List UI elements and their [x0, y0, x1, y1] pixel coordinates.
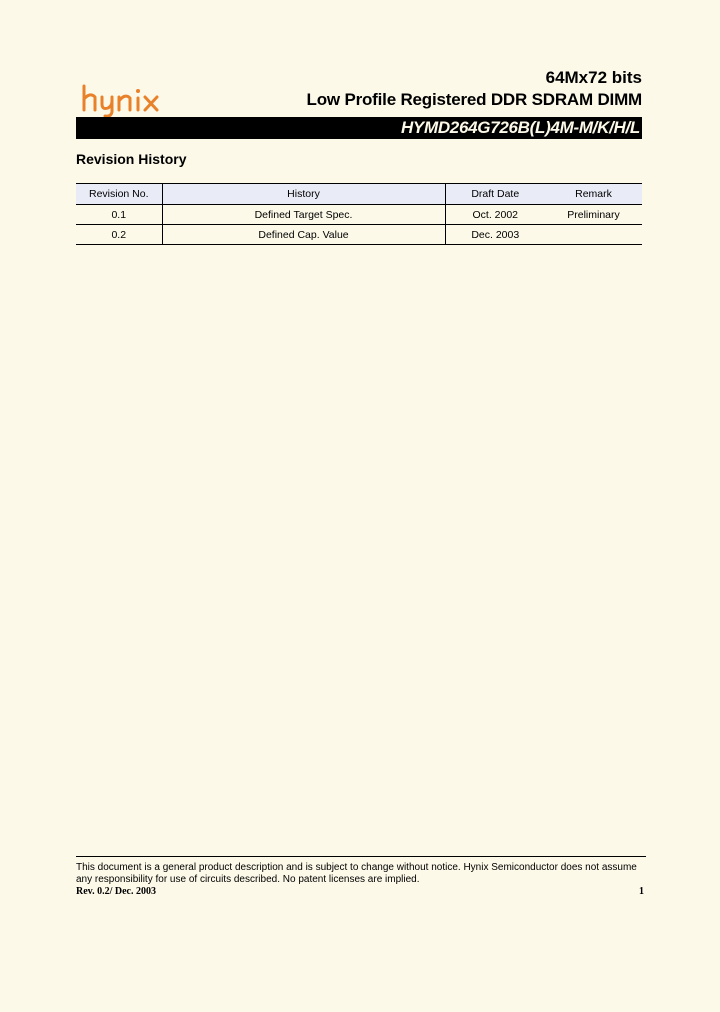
footer-divider: [76, 856, 646, 857]
revision-history-heading: Revision History: [76, 151, 187, 167]
draft-date-cell: Dec. 2003: [445, 225, 545, 245]
part-number-bar: [76, 117, 642, 139]
page-number: 1: [639, 886, 644, 897]
footer-revision: Rev. 0.2/ Dec. 2003: [76, 886, 156, 897]
hynix-logo: [80, 80, 180, 120]
column-header-revision: Revision No.: [76, 184, 162, 205]
revision-cell: 0.2: [76, 225, 162, 245]
footer-disclaimer: This document is a general product description and is subject to change without notice. Hynix Semiconductor does not assume any responsibility for use of circuits described. No patent licenses are implied.: [76, 862, 637, 885]
table-row: [76, 225, 642, 245]
product-capacity-title: 64Mx72 bits: [545, 68, 642, 87]
table-row: [76, 205, 642, 225]
revision-cell: 0.1: [76, 205, 162, 225]
column-header-history: History: [162, 184, 445, 205]
table-header-row: [76, 184, 642, 205]
history-cell: Defined Cap. Value: [162, 225, 445, 245]
remark-cell: Preliminary: [545, 205, 642, 225]
history-cell: Defined Target Spec.: [162, 205, 445, 225]
draft-date-cell: Oct. 2002: [445, 205, 545, 225]
revision-history-table: [76, 183, 642, 245]
column-header-draft-date: Draft Date: [445, 184, 545, 205]
part-number: HYMD264G726B(L)4M-M/K/H/L: [400, 118, 640, 137]
product-type-title: Low Profile Registered DDR SDRAM DIMM: [306, 90, 642, 109]
hynix-logo-mark: [80, 80, 180, 120]
remark-cell: [545, 225, 642, 245]
column-header-remark: Remark: [545, 184, 642, 205]
